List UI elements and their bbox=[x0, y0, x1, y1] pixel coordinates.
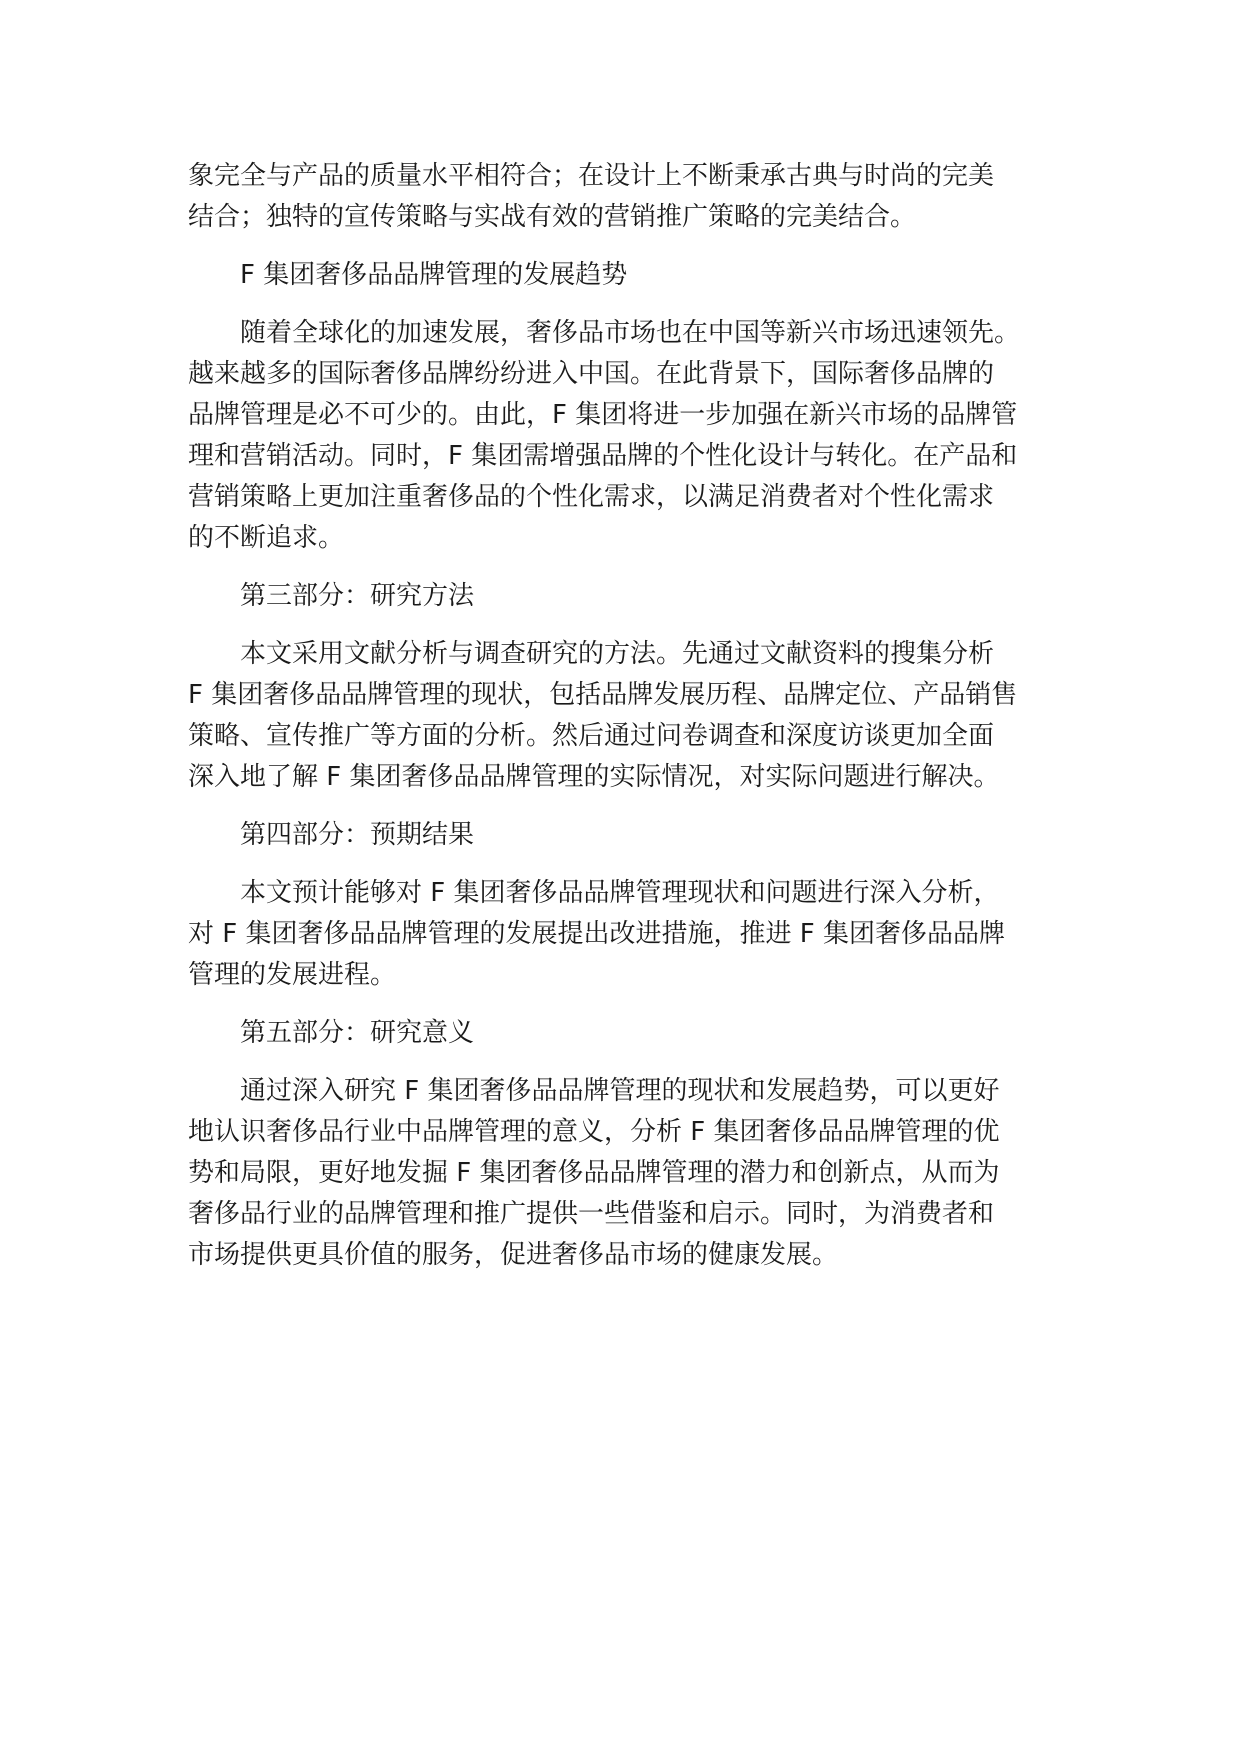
text-line: 本文采用文献分析与调查研究的方法。先通过文献资料的搜集分析 bbox=[240, 639, 995, 669]
section-heading-trend bbox=[188, 255, 1068, 296]
text-line: 象完全与产品的质量水平相符合；在设计上不断秉承古典与时尚的完美 bbox=[188, 161, 995, 191]
text-line: 随着全球化的加速发展，奢侈品市场也在中国等新兴市场迅速领先。 bbox=[240, 318, 1021, 348]
body-paragraph-methods bbox=[188, 634, 1068, 798]
text-line: 市场提供更具价值的服务，促进奢侈品市场的健康发展。 bbox=[188, 1240, 839, 1270]
text-line: 的不断追求。 bbox=[188, 523, 345, 553]
text-line: 势和局限，更好地发掘 F 集团奢侈品品牌管理的潜力和创新点，从而为 bbox=[188, 1158, 1000, 1188]
text-line: 对 F 集团奢侈品品牌管理的发展提出改进措施，推进 F 集团奢侈品品牌 bbox=[188, 919, 1005, 949]
text-line: 奢侈品行业的品牌管理和推广提供一些借鉴和启示。同时，为消费者和 bbox=[188, 1199, 995, 1229]
document-body bbox=[188, 156, 1068, 1293]
heading-text: F 集团奢侈品品牌管理的发展趋势 bbox=[240, 260, 628, 290]
text-line: 结合；独特的宣传策略与实战有效的营销推广策略的完美结合。 bbox=[188, 202, 917, 232]
text-line: 营销策略上更加注重奢侈品的个性化需求，以满足消费者对个性化需求 bbox=[188, 482, 995, 512]
body-paragraph-results bbox=[188, 873, 1068, 996]
heading-text: 第三部分：研究方法 bbox=[240, 581, 475, 611]
text-line: F 集团奢侈品品牌管理的现状，包括品牌发展历程、品牌定位、产品销售 bbox=[188, 680, 1018, 710]
text-line: 通过深入研究 F 集团奢侈品品牌管理的现状和发展趋势，可以更好 bbox=[240, 1076, 1000, 1106]
text-line: 深入地了解 F 集团奢侈品品牌管理的实际情况，对实际问题进行解决。 bbox=[188, 762, 1000, 792]
text-line: 策略、宣传推广等方面的分析。然后通过问卷调查和深度访谈更加全面 bbox=[188, 721, 995, 751]
continuation-paragraph bbox=[188, 156, 1068, 238]
text-line: 品牌管理是必不可少的。由此，F 集团将进一步加强在新兴市场的品牌管 bbox=[188, 400, 1018, 430]
section-heading-results bbox=[188, 815, 1068, 856]
text-line: 地认识奢侈品行业中品牌管理的意义，分析 F 集团奢侈品品牌管理的优 bbox=[188, 1117, 1000, 1147]
text-line: 管理的发展进程。 bbox=[188, 960, 397, 990]
section-heading-methods bbox=[188, 576, 1068, 617]
text-line: 理和营销活动。同时，F 集团需增强品牌的个性化设计与转化。在产品和 bbox=[188, 441, 1018, 471]
body-paragraph-significance bbox=[188, 1071, 1068, 1276]
body-paragraph-trend bbox=[188, 313, 1068, 559]
heading-text: 第五部分：研究意义 bbox=[240, 1018, 475, 1048]
heading-text: 第四部分：预期结果 bbox=[240, 820, 475, 850]
text-line: 越来越多的国际奢侈品牌纷纷进入中国。在此背景下，国际奢侈品牌的 bbox=[188, 359, 995, 389]
text-line: 本文预计能够对 F 集团奢侈品品牌管理现状和问题进行深入分析， bbox=[240, 878, 1000, 908]
section-heading-significance bbox=[188, 1013, 1068, 1054]
